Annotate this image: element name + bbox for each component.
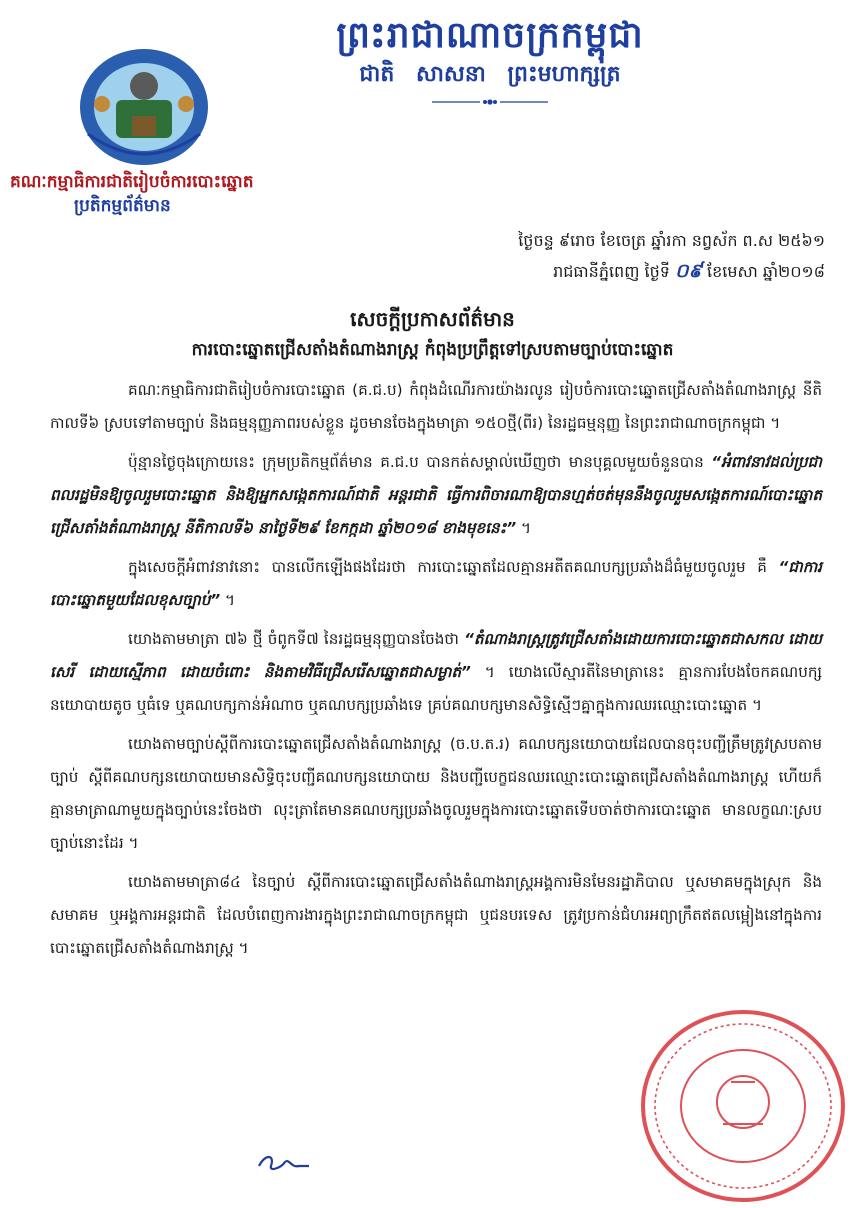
issuer-block bbox=[10, 170, 370, 218]
paragraph-3-quote: “ជាការបោះឆ្នោតមួយដែលខុសច្បាប់” bbox=[50, 558, 822, 609]
paragraph-4-quote: “តំណាងរាស្ត្រត្រូវជ្រើសតាំងដោយការបោះឆ្នោតជាសកល ដោយសេរី ដោយស្មើភាព ដោយចំពោះ និងតាមវិធីជ្រើសរើសឆ្នោតជាសម្ងាត់” bbox=[50, 630, 822, 681]
body-text bbox=[50, 374, 822, 971]
paragraph-2-lead: ប៉ុន្មានថ្ងៃចុងក្រោយនេះ ក្រុមប្រតិកម្មព័ត៌មាន គ.ជ.ប បានកត់សម្គាល់ឃើញថា មានបុគ្គលមួយចំនួនបាន bbox=[128, 453, 704, 471]
paragraph-2 bbox=[50, 446, 822, 545]
org-name: គណៈកម្មាធិការជាតិរៀបចំការបោះឆ្នោត bbox=[10, 172, 254, 192]
solar-date bbox=[405, 256, 825, 287]
solar-date-suffix: ខែមេសា ឆ្នាំ២០១៨ bbox=[707, 262, 825, 281]
national-motto: ជាតិ សាសនា ព្រះមហាក្សត្រ bbox=[359, 61, 621, 87]
document-title: សេចក្តីប្រកាសព័ត៌មាន bbox=[350, 307, 515, 331]
paragraph-4-rest: ។ យោងលើស្មារតីនៃមាត្រានេះ គ្មានការបែងចែកគណបក្សនយោបាយតូច ឬធំទេ ឬគណបក្សកាន់អំណាច ឬគណបក្សប្រឆាំងទេ គ្រប់គណបក្សមានសិទ្ធិស្មើៗគ្នាក្នុងការឈរឈ្មោះបោះឆ្នោត ។ bbox=[50, 663, 823, 714]
paragraph-6: យោងតាមមាត្រា៨៤ នៃច្បាប់ ស្តីពីការបោះឆ្នោតជ្រើសតាំងតំណាងរាស្ត្រអង្គការមិនមែនរដ្ឋាភិបាល ឬសមាគមក្នុងស្រុក និងសមាគម ឬអង្គការអន្តរជាតិ ដែលបំពេញការងារក្នុងព្រះរាជាណាចក្រកម្ពុជា ឬជនបរទេស ត្រូវប្រកាន់ជំហរអព្យាក្រឹតឥតលម្អៀងនៅក្នុងការបោះឆ្នោតជ្រើសតាំងតំណាងរាស្ត្រ ។ bbox=[50, 873, 822, 957]
paragraph-4-lead: យោងតាមមាត្រា ៧៦ ថ្មី ចំពូកទី៧ នៃរដ្ឋធម្មនុញ្ញបានចែងថា bbox=[128, 630, 465, 648]
paragraph-4 bbox=[50, 623, 822, 722]
department-name: ប្រតិកម្មព័ត៌មាន bbox=[74, 196, 171, 216]
paragraph-5: យោងតាមច្បាប់ស្តីពីការបោះឆ្នោតជ្រើសតាំងតំណាងរាស្ត្រ (ច.ប.ត.រ) គណបក្សនយោបាយដែលបានចុះបញ្ជីត្រឹមត្រូវស្របតាមច្បាប់ ស្តីពីគណបក្សនយោបាយមានសិទ្ធិចុះបញ្ជីគណបក្សនយោបាយ និងបញ្ជីបេក្ខជនឈរឈ្មោះបោះឆ្នោតជ្រើសតាំងតំណាងរាស្ត្រ ហើយក៏គ្មានមាត្រាណាមួយក្នុងច្បាប់នេះចែងថា លុះត្រាតែមានគណបក្សប្រឆាំងចូលរួមក្នុងការបោះឆ្នោតទើបចាត់ថាការបោះឆ្នោត មានលក្ខណៈស្របច្បាប់នោះដែរ ។ bbox=[50, 735, 822, 852]
paragraph-2-end: ។ bbox=[516, 519, 531, 537]
kingdom-title: ព្រះរាជាណាចក្រកម្ពុជា bbox=[336, 14, 644, 56]
paragraph-2-quote: “អំពាវនាវដល់ប្រជាពលរដ្ឋមិនឱ្យចូលរួមបោះឆ្នោត និងឱ្យអ្នកសង្កេតការណ៍ជាតិ អន្តរជាតិ ធ្វើការពិចារណាឱ្យបានហ្មត់ចត់មុននឹងចូលរួមសង្កេតការណ៍បោះឆ្នោតជ្រើសតាំងតំណាងរាស្ត្រ នីតិកាលទី៦ នាថ្ងៃទី២៩ ខែកក្កដា ឆ្នាំ២០១៨ ខាងមុខនេះ” bbox=[50, 453, 823, 537]
paragraph-3-end: ។ bbox=[220, 591, 236, 609]
official-seal-icon bbox=[636, 1006, 850, 1206]
paragraph-3 bbox=[50, 551, 822, 617]
handwritten-day: ០៩ bbox=[675, 260, 702, 282]
paragraph-3-lead: ក្នុងសេចក្តីអំពាវនាវនោះ បានលើកឡើងផងដែរថា ការបោះឆ្នោតដែលគ្មានអតីតគណបក្សប្រឆាំងដ៏ធំមួយចូលរួម គឺ bbox=[128, 558, 779, 576]
nec-emblem-icon bbox=[76, 46, 212, 168]
solar-date-prefix: រាជធានីភ្នំពេញ ថ្ងៃទី bbox=[553, 262, 670, 281]
ornament-icon bbox=[430, 96, 550, 108]
signature-icon bbox=[255, 1150, 311, 1176]
title-block bbox=[40, 302, 825, 364]
lunar-date: ថ្ងៃចន្ទ ៩រោច ខែចេត្រ ឆ្នាំរកា នព្វស័ក ព.ស ២៥៦១ bbox=[518, 231, 825, 250]
document-subtitle: ការបោះឆ្នោតជ្រើសតាំងតំណាងរាស្ត្រ កំពុងប្រព្រឹត្តទៅស្របតាមច្បាប់បោះឆ្នោត bbox=[191, 340, 674, 360]
paragraph-1: គណៈកម្មាធិការជាតិរៀបចំការបោះឆ្នោត (គ.ជ.ប) កំពុងដំណើរការយ៉ាងរលូន រៀបចំការបោះឆ្នោតជ្រើសតាំងតំណាងរាស្ត្រ នីតិកាលទី៦ ស្របទៅតាមច្បាប់ និងធម្មនុញ្ញភាពរបស់ខ្លួន ដូចមានចែងក្នុងមាត្រា ១៥០ថ្មី(ពីរ) នៃរដ្ឋធម្មនុញ្ញ នៃព្រះរាជាណាចក្រកម្ពុជា ។ bbox=[50, 381, 822, 432]
date-block bbox=[405, 226, 825, 287]
kingdom-header bbox=[250, 12, 730, 112]
